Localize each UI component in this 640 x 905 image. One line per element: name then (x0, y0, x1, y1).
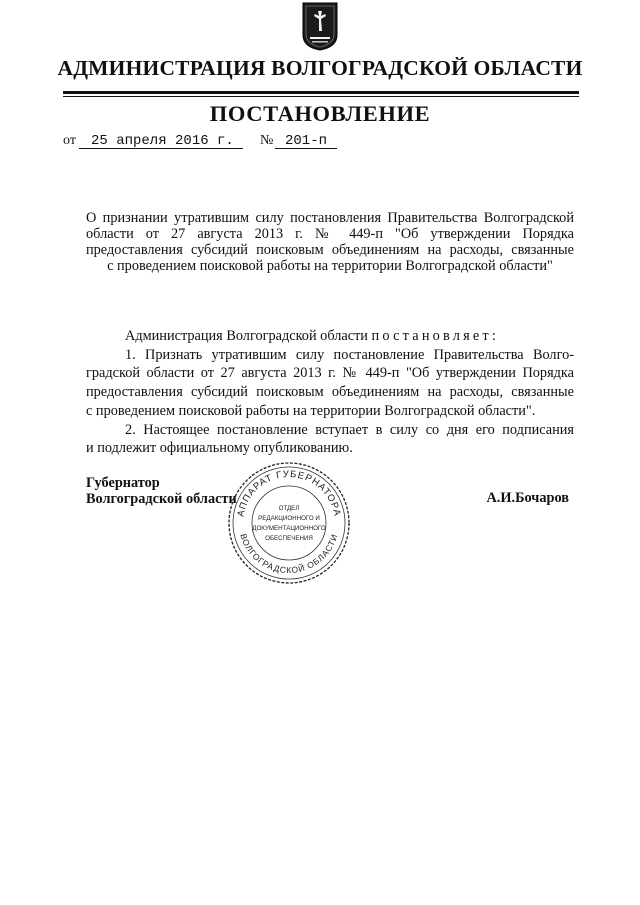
document-type-heading: ПОСТАНОВЛЕНИЕ (209, 101, 431, 126)
number-underline (275, 148, 337, 149)
item2-line: 2. Настоящее постановление вступает в силу со дня его подписания (125, 421, 574, 438)
decree-date: 25 апреля 2016 г. (91, 133, 234, 149)
stamp-ring-bottom: ВОЛГОГРАДСКОЙ ОБЛАСТИ (238, 532, 340, 576)
date-prefix: от (63, 133, 76, 148)
title-line: О признании утратившим силу постановления Правительства Волгоградской (86, 210, 574, 226)
stamp-ring-top: АППАРАТ ГУБЕРНАТОРА (235, 468, 343, 518)
coat-of-arms-icon (301, 1, 339, 51)
position-line: Губернатор (86, 475, 160, 491)
title-line: с проведением поисковой работы на территории Волгоградской области" (107, 258, 553, 274)
stamp-center-line: ОБЕСПЕЧЕНИЯ (265, 535, 313, 542)
date-underline (79, 148, 243, 149)
intro-paragraph (86, 327, 574, 346)
header-rule-thin (63, 96, 579, 97)
official-stamp (224, 458, 354, 588)
number-prefix: № (260, 133, 274, 148)
position-line: Волгоградской области (86, 491, 237, 507)
intro-verb: постановляет: (371, 328, 500, 344)
item2-line: и подлежит официальному опубликованию. (86, 440, 353, 457)
header-rule-thick (63, 91, 579, 94)
stamp-center-line: ДОКУМЕНТАЦИОННОГО (252, 525, 326, 532)
decree-number: 201-п (285, 133, 328, 149)
stamp-center-line: РЕДАКЦИОННОГО И (258, 515, 320, 522)
title-line: предоставления субсидий поисковым объединениям на расходы, связанные (86, 242, 574, 258)
title-line: области от 27 августа 2013 г. № 449-п "Об утверждении Порядка (86, 226, 574, 242)
decree-body (86, 327, 574, 458)
signatory-name: А.И.Бочаров (486, 490, 569, 506)
signatory-position (86, 475, 237, 507)
item1-line: с проведением поисковой работы на территории Волгоградской области". (86, 402, 536, 419)
stamp-center-line: ОТДЕЛ (278, 505, 300, 512)
item1-line: 1. Признать утратившим силу постановление Правительства Волго- (125, 346, 574, 363)
decree-title (86, 210, 574, 274)
item1-line: предоставления субсидий поисковым объединениям на расходы, связанные (86, 384, 574, 401)
intro-subject: Администрация Волгоградской области (125, 328, 368, 344)
organization-title: АДМИНИСТРАЦИЯ ВОЛГОГРАДСКОЙ ОБЛАСТИ (57, 56, 583, 80)
item1-line: градской области от 27 августа 2013 г. № 449-п "Об утверждении Порядка (86, 365, 574, 382)
